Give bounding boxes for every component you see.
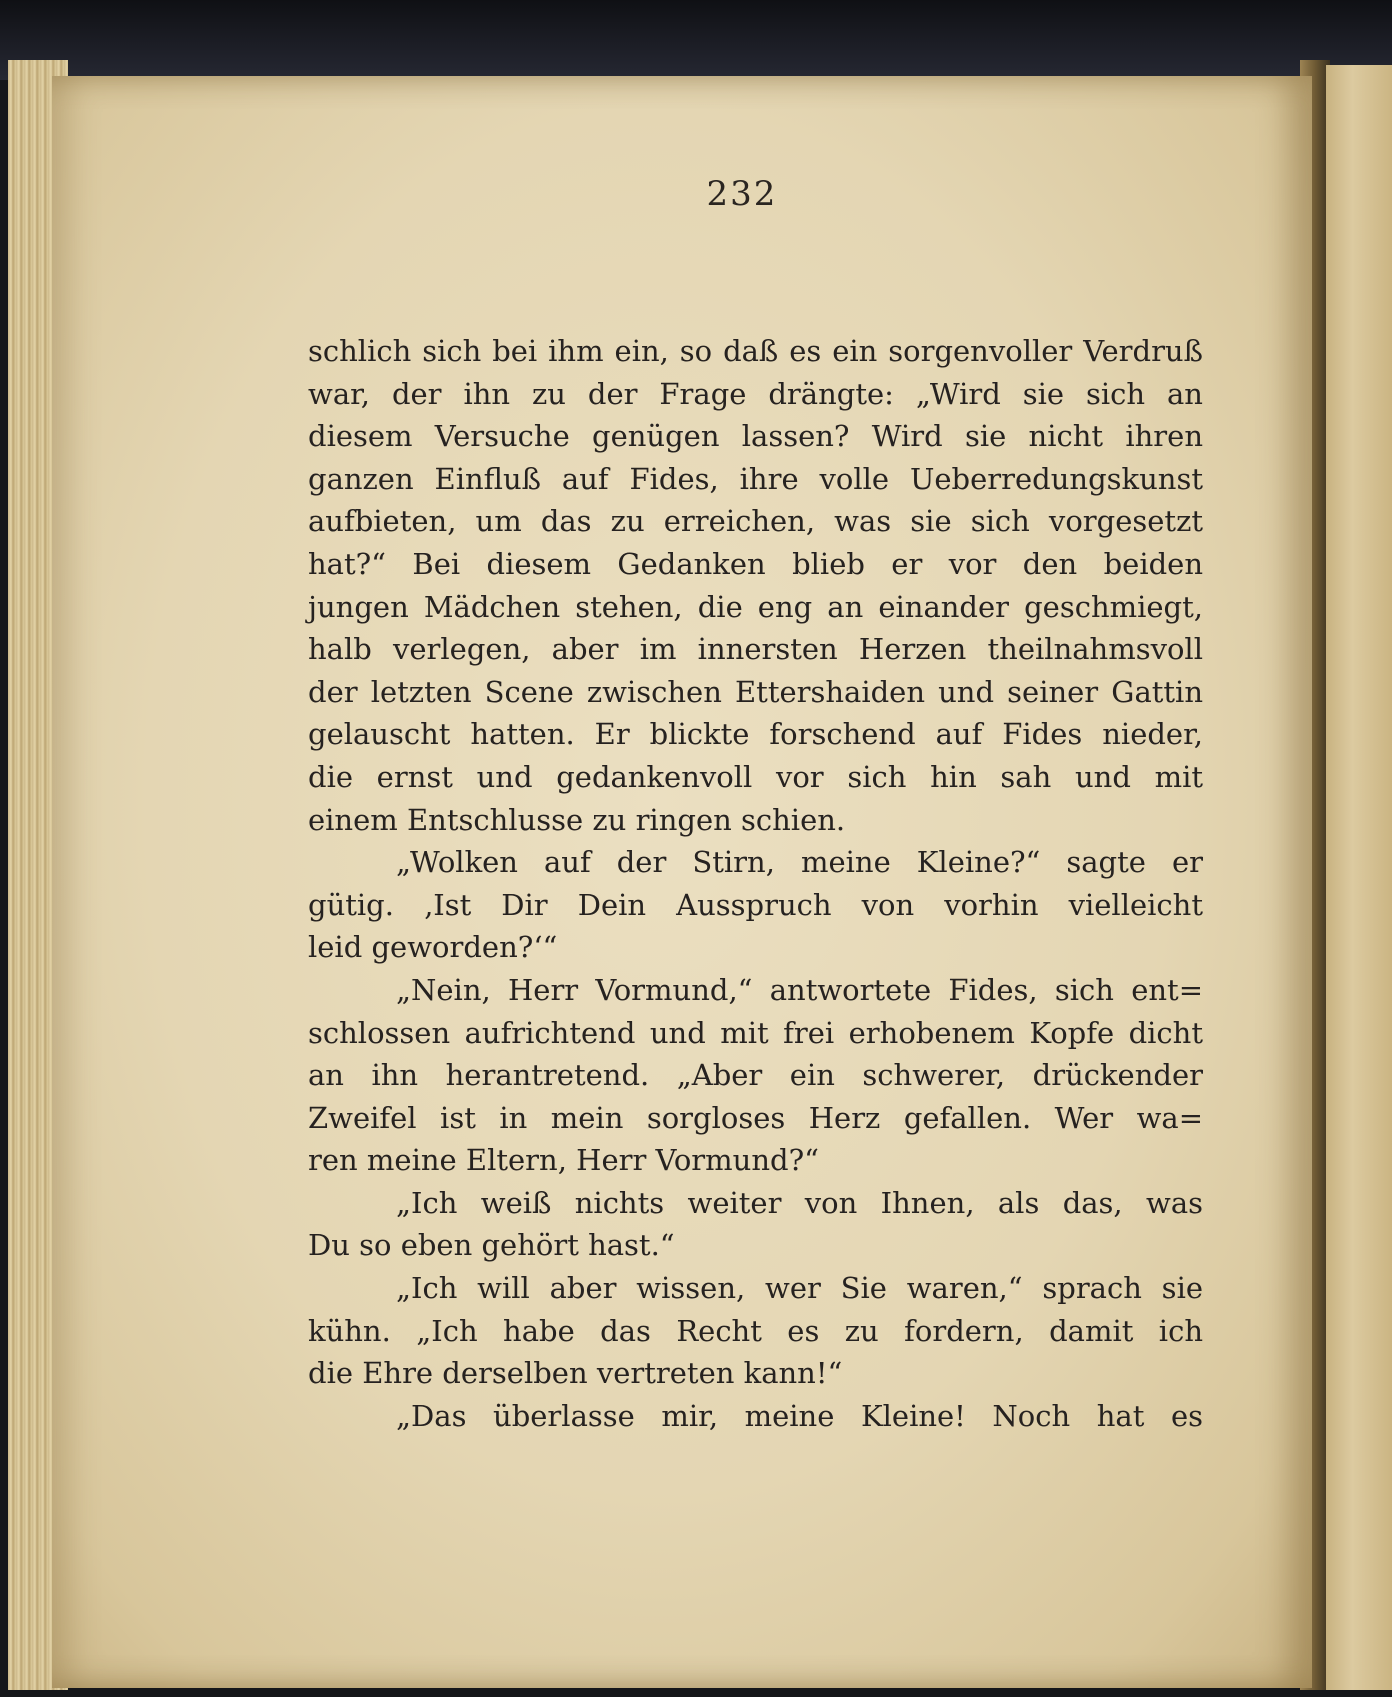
text-line: schlossen aufrichtend und mit frei erhobenem Kopfe dicht: [308, 1015, 1203, 1050]
text-line: Du so eben gehört hast.“: [308, 1228, 675, 1263]
text-line: diesem Versuche genügen lassen? Wird sie nicht ihren: [308, 419, 1203, 454]
text-line: gütig. ‚Ist Dir Dein Ausspruch von vorhin vielleicht: [308, 887, 1203, 922]
text-line: halb verlegen, aber im innersten Herzen theilnahmsvoll: [308, 632, 1203, 667]
text-line: „Nein, Herr Vormund,“ antwortete Fides, sich ent=: [396, 972, 1203, 1007]
text-line: Zweifel ist in mein sorgloses Herz gefallen. Wer wa=: [308, 1100, 1203, 1135]
text-line: ganzen Einfluß auf Fides, ihre volle Ueberredungskunst: [308, 461, 1203, 496]
page-number: 232: [706, 174, 778, 214]
text-line: jungen Mädchen stehen, die eng an einander geschmiegt,: [308, 589, 1203, 624]
text-line: leid geworden?‘“: [308, 930, 558, 965]
text-line: der letzten Scene zwischen Ettershaiden und seiner Gattin: [308, 674, 1203, 709]
text-line: schlich sich bei ihm ein, so daß es ein sorgenvoller Verdruß: [308, 334, 1203, 368]
text-line: einem Entschlusse zu ringen schien.: [308, 802, 846, 837]
text-line: war, der ihn zu der Frage drängte: „Wird sie sich an: [308, 376, 1203, 411]
text-line: „Ich weiß nichts weiter von Ihnen, als das, was: [396, 1185, 1203, 1220]
text-line: die ernst und gedankenvoll vor sich hin sah und mit: [308, 759, 1203, 794]
book-cover-edge: [0, 0, 1392, 80]
text-line: die Ehre derselben vertreten kann!“: [308, 1356, 843, 1391]
text-line: hat?“ Bei diesem Gedanken blieb er vor den beiden: [308, 546, 1203, 581]
text-line: kühn. „Ich habe das Recht es zu fordern, damit ich: [308, 1313, 1203, 1348]
text-line: an ihn herantretend. „Aber ein schwerer, drückender: [308, 1058, 1203, 1093]
text-line: gelauscht hatten. Er blickte forschend auf Fides nieder,: [308, 717, 1203, 752]
text-line: „Ich will aber wissen, wer Sie waren,“ sprach sie: [396, 1271, 1203, 1306]
facing-page-edge: [1326, 65, 1392, 1690]
text-line: ren meine Eltern, Herr Vormund?“: [308, 1143, 819, 1178]
text-line: „Das überlasse mir, meine Kleine! Noch hat es: [396, 1398, 1203, 1433]
body-text: [308, 330, 1203, 1437]
text-line: „Wolken auf der Stirn, meine Kleine?“ sagte er: [396, 845, 1203, 880]
text-line: aufbieten, um das zu erreichen, was sie sich vorgesetzt: [308, 504, 1203, 539]
